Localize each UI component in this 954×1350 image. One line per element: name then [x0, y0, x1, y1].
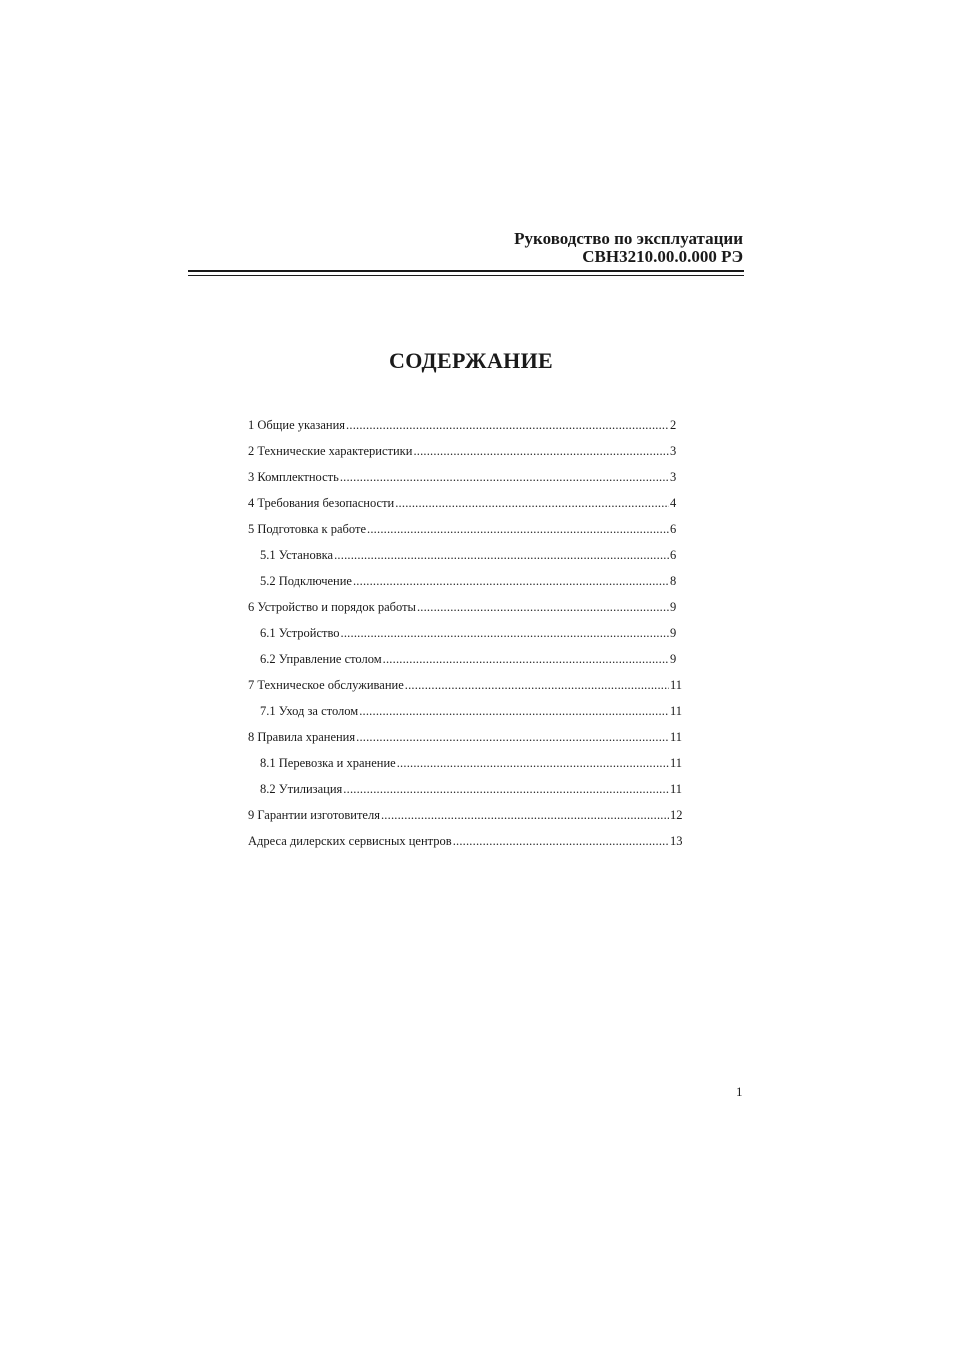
toc-entry-label: 3 Комплектность — [248, 470, 339, 484]
toc-entry-label: 6.2 Управление столом — [260, 652, 382, 666]
toc-subentry — [248, 702, 686, 728]
toc-dot-leader — [346, 416, 669, 434]
toc-entry — [248, 494, 686, 520]
toc-dot-leader — [405, 676, 669, 694]
page-title: СОДЕРЖАНИЕ — [389, 348, 553, 373]
toc-entry — [248, 520, 686, 546]
toc-entry — [248, 728, 686, 754]
toc-entry-label: 7.1 Уход за столом — [260, 704, 359, 718]
toc-entry — [248, 598, 686, 624]
toc-dot-leader — [334, 546, 669, 564]
toc-entry-page: 3 — [670, 444, 677, 458]
toc-entry-label: 7 Техническое обслуживание — [248, 678, 404, 692]
toc-subentry — [248, 546, 686, 572]
toc-dot-leader — [395, 494, 669, 512]
toc-entry-page: 3 — [670, 470, 677, 484]
toc-dot-leader — [343, 780, 669, 798]
toc-entry-label: 6 Устройство и порядок работы — [248, 600, 416, 614]
toc-entry-label: 5.1 Установка — [260, 548, 334, 562]
toc-entry-page: 13 — [670, 834, 683, 848]
toc-dot-leader — [413, 442, 669, 460]
toc-subentry — [248, 572, 686, 598]
toc-entry-label: 5.2 Подключение — [260, 574, 352, 588]
toc-entry-label: 2 Технические характеристики — [248, 444, 413, 458]
toc-dot-leader — [340, 468, 669, 486]
toc-subentry — [248, 650, 686, 676]
toc-dot-leader — [341, 624, 669, 642]
toc-entry-page: 11 — [670, 730, 683, 744]
document-code: СВН3210.00.0.000 РЭ — [582, 247, 743, 266]
toc-entry — [248, 806, 686, 832]
toc-entry-label: 5 Подготовка к работе — [248, 522, 367, 536]
toc-entry-page: 11 — [670, 756, 683, 770]
toc-subentry — [248, 624, 686, 650]
toc-entry-page: 11 — [670, 678, 683, 692]
toc-entry-page: 11 — [670, 704, 683, 718]
table-of-contents — [248, 416, 686, 858]
toc-entry-page: 9 — [670, 626, 677, 640]
toc-entry-label: 8 Правила хранения — [248, 730, 356, 744]
toc-entry-page: 9 — [670, 600, 677, 614]
toc-entry-label: 6.1 Устройство — [260, 626, 340, 640]
toc-dot-leader — [383, 650, 669, 668]
toc-entry-label: Адреса дилерских сервисных центров — [248, 834, 452, 848]
page-number: 1 — [736, 1084, 743, 1099]
toc-entry-page: 9 — [670, 652, 677, 666]
toc-entry — [248, 442, 686, 468]
toc-dot-leader — [353, 572, 669, 590]
header-rule-thick — [188, 270, 744, 272]
toc-entry-label: 9 Гарантии изготовителя — [248, 808, 380, 822]
toc-dot-leader — [356, 728, 669, 746]
toc-dot-leader — [417, 598, 669, 616]
toc-entry-page: 12 — [670, 808, 683, 822]
toc-entry-label: 8.1 Перевозка и хранение — [260, 756, 396, 770]
toc-entry-label: 1 Общие указания — [248, 418, 346, 432]
toc-entry-page: 8 — [670, 574, 677, 588]
toc-entry-label: 4 Требования безопасности — [248, 496, 395, 510]
toc-entry-page: 6 — [670, 522, 677, 536]
toc-entry-label: 8.2 Утилизация — [260, 782, 343, 796]
toc-dot-leader — [381, 806, 669, 824]
toc-dot-leader — [397, 754, 669, 772]
header-rule-thin — [188, 275, 744, 276]
toc-dot-leader — [367, 520, 669, 538]
toc-dot-leader — [453, 832, 669, 850]
toc-entry — [248, 832, 686, 858]
toc-entry-page: 4 — [670, 496, 677, 510]
toc-entry-page: 2 — [670, 418, 677, 432]
toc-entry — [248, 416, 686, 442]
toc-subentry — [248, 780, 686, 806]
document-header — [514, 230, 743, 266]
toc-entry-page: 6 — [670, 548, 677, 562]
toc-dot-leader — [359, 702, 669, 720]
toc-entry-page: 11 — [670, 782, 683, 796]
toc-subentry — [248, 754, 686, 780]
document-title: Руководство по эксплуатации — [514, 229, 743, 248]
toc-entry — [248, 676, 686, 702]
toc-entry — [248, 468, 686, 494]
